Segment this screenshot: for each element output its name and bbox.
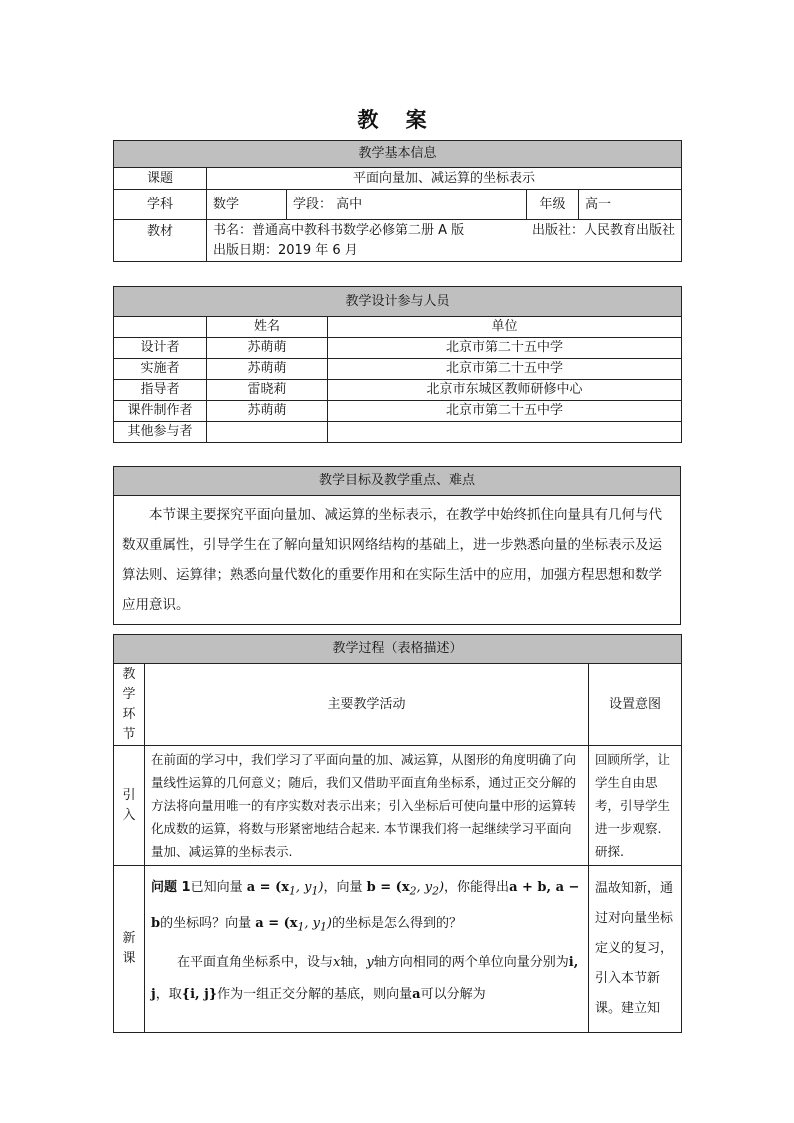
q-ops: a + b, a − b <box>151 880 580 931</box>
q-close: ) <box>318 880 324 895</box>
participant-role: 课件制作者 <box>114 401 207 422</box>
stage-char: 引 <box>122 787 136 803</box>
stage-char: 教 <box>122 666 136 682</box>
table-row <box>114 338 682 359</box>
p2-x: x <box>333 955 341 971</box>
basic-info-table <box>113 140 682 262</box>
objectives-table <box>113 466 681 625</box>
stage-char: 入 <box>122 807 136 823</box>
table-row <box>114 380 682 401</box>
q-comma: , y <box>416 880 433 895</box>
table-row <box>114 422 682 443</box>
subject-value: 数学 <box>207 190 287 220</box>
participant-name: 苏萌萌 <box>207 359 328 380</box>
stage-char: 节 <box>122 726 136 742</box>
participant-unit: 北京市第二十五中学 <box>328 359 682 380</box>
table-row <box>114 359 682 380</box>
col-name-header: 姓名 <box>207 317 328 338</box>
question-1 <box>151 872 582 943</box>
stage-char: 环 <box>122 706 136 722</box>
q-sub: 1 <box>311 884 319 898</box>
q-close: ) <box>326 915 332 931</box>
q-a: a = (x <box>246 880 290 895</box>
p2-set: {i, j} <box>181 987 218 1003</box>
p2-a: a <box>412 987 421 1003</box>
textbook-value <box>207 220 682 262</box>
table-row <box>114 401 682 422</box>
page-title: 教 案 <box>357 108 437 132</box>
participants-corner <box>114 317 207 338</box>
q-comma: , y <box>295 880 312 895</box>
col-unit-header: 单位 <box>328 317 682 338</box>
participant-name: 苏萌萌 <box>207 338 328 359</box>
p2-y: y <box>366 955 374 971</box>
p2-text: 在平面直角坐标系中，设与 <box>177 955 334 971</box>
participant-name: 雷晓莉 <box>207 380 328 401</box>
vector-a <box>255 915 332 934</box>
topic-value: 平面向量加、减运算的坐标表示 <box>207 168 682 190</box>
stage-char: 学 <box>122 686 136 702</box>
q-text: ，你能得出 <box>444 880 510 895</box>
stage-cell <box>287 190 527 220</box>
objectives-text: 本节课主要探究平面向量加、减运算的坐标表示，在教学中始终抓住向量具有几何与代数双重属性，引导学生在了解向量知识网络结构的基础上，进一步熟悉向量的坐标表示及运算法则、运算律；熟悉向量代数化的重要作用和在实际生活中的应用，加强方程思想和数学应用意识。 <box>114 496 681 625</box>
participant-unit: 北京市东城区教师研修中心 <box>328 380 682 401</box>
textbook-publisher: 出版社：人民教育出版社 <box>531 222 675 238</box>
participant-role: 实施者 <box>114 359 207 380</box>
q-close: ) <box>438 880 445 895</box>
q-text: 的坐标是怎么得到的？ <box>332 915 463 931</box>
intro-stage <box>114 746 145 866</box>
q-text: 的坐标吗？向量 <box>160 915 252 931</box>
participant-name <box>207 422 328 443</box>
p2-text: 轴方向相同的两个单位向量分别为 <box>373 955 569 971</box>
col-main-header: 主要教学活动 <box>145 664 589 746</box>
q-text: 已知向量 <box>190 880 243 895</box>
p2-text: 轴， <box>340 955 367 971</box>
stage-char: 课 <box>122 951 136 966</box>
process-table <box>113 634 682 1033</box>
textbook-name: 书名：普通高中教科书数学必修第二册 A 版 <box>213 222 465 238</box>
textbook-label: 教材 <box>114 220 207 262</box>
participant-unit: 北京市第二十五中学 <box>328 401 682 422</box>
participant-role: 设计者 <box>114 338 207 359</box>
stage-label: 学段： <box>293 196 333 212</box>
process-header: 教学过程（表格描述） <box>114 635 682 664</box>
participants-header: 教学设计参与人员 <box>114 287 682 317</box>
q-sub: 1 <box>320 920 327 934</box>
p2-text: ，取 <box>155 987 182 1003</box>
participant-unit: 北京市第二十五中学 <box>328 338 682 359</box>
q-sub: 1 <box>297 920 305 934</box>
intro-main: 在前面的学习中，我们学习了平面向量的加、减运算，从图形的角度明确了向量线性运算的几何意义；随后，我们又借助平面直角坐标系，通过正交分解的方法将向量用唯一的有序实数对表示出来；引入坐标后可使向量中形的运算转化成数的运算，将数与形紧密地结合起来. 本节课我们将一起继续学习平面向量加、减运算的坐标表示. <box>145 746 589 866</box>
stage-value: 高中 <box>336 196 363 212</box>
basic-info-header: 教学基本信息 <box>114 141 682 168</box>
topic-label: 课题 <box>114 168 207 190</box>
participants-table <box>113 286 682 443</box>
stage-char: 新 <box>122 931 136 946</box>
col-stage-header <box>114 664 145 746</box>
p2-text: 可以分解为 <box>420 987 486 1003</box>
q-text: ，向量 <box>323 880 363 895</box>
q-comma: , y <box>304 915 321 931</box>
vector-a <box>246 880 324 898</box>
participant-role: 指导者 <box>114 380 207 401</box>
new-intent: 温故知新，通过对向量坐标定义的复习，引入本节新课。建立知 <box>589 866 682 1033</box>
new-stage <box>114 866 145 1033</box>
basis-paragraph <box>151 947 582 1011</box>
objectives-header: 教学目标及教学重点、难点 <box>114 467 681 496</box>
vector-b <box>366 880 445 898</box>
q-a: a = (x <box>255 915 298 931</box>
q-sub: 1 <box>289 884 296 898</box>
grade-value: 高一 <box>579 190 682 220</box>
q-sub: 2 <box>432 884 439 898</box>
participant-unit <box>328 422 682 443</box>
col-intent-header: 设置意图 <box>589 664 682 746</box>
q-b: b = (x <box>366 880 410 895</box>
textbook-date: 出版日期：2019 年 6 月 <box>213 242 358 258</box>
subject-label: 学科 <box>114 190 207 220</box>
intro-intent: 回顾所学，让学生自由思考，引导学生进一步观察. 研探. <box>589 746 682 866</box>
participant-name: 苏萌萌 <box>207 401 328 422</box>
participant-role: 其他参与者 <box>114 422 207 443</box>
p2-text: 作为一组正交分解的基底，则向量 <box>217 987 413 1003</box>
q-sub: 2 <box>409 884 417 898</box>
p2-ij: i, j <box>151 955 579 1003</box>
new-main <box>145 866 589 1033</box>
grade-label: 年级 <box>527 190 579 220</box>
question-label: 问题 1 <box>151 880 191 895</box>
